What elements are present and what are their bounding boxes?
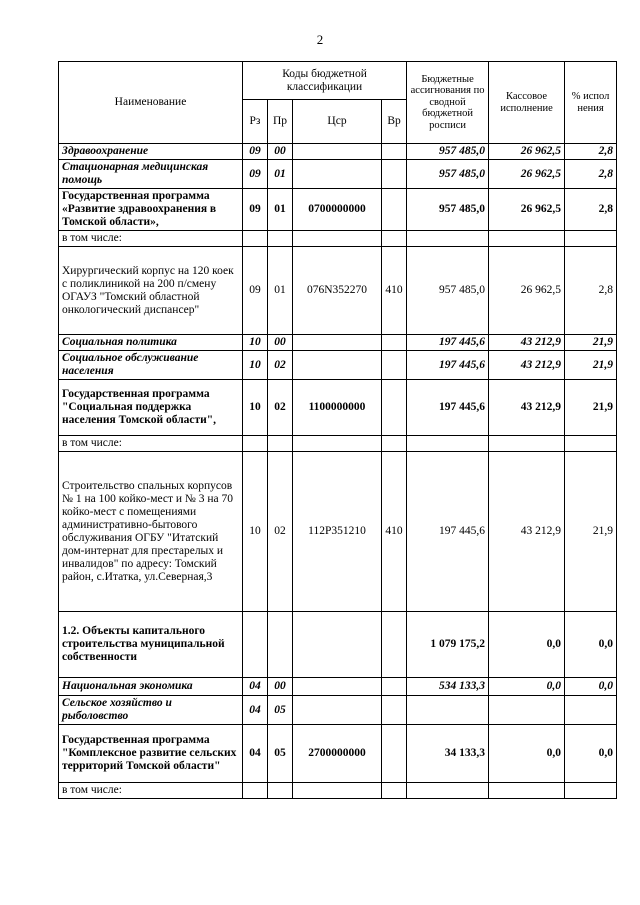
cell-name: 1.2. Объекты капитального строительства муниципальной собственности	[59, 612, 243, 678]
header-codes: Коды бюджетной классификации	[243, 62, 407, 100]
cell-csr	[293, 351, 382, 380]
cell-cash: 0,0	[489, 612, 565, 678]
cell-rz: 04	[243, 725, 268, 783]
cell-name: Хирургический корпус на 120 коек с поликлиникой на 200 п/смену ОГАУЗ "Томский областной онкологический диспансер"	[59, 247, 243, 335]
budget-table	[58, 61, 617, 799]
cell-cash	[489, 696, 565, 725]
cell-budget: 957 485,0	[407, 189, 489, 231]
cell-percent: 0,0	[565, 612, 617, 678]
cell-name: Социальное обслуживание населения	[59, 351, 243, 380]
table-row	[59, 189, 617, 231]
cell-cash: 43 212,9	[489, 452, 565, 612]
cell-percent: 0,0	[565, 725, 617, 783]
cell-name: Государственная программа "Социальная поддержка населения Томской области",	[59, 380, 243, 436]
table-row	[59, 436, 617, 452]
cell-csr	[293, 678, 382, 696]
cell-vr	[382, 189, 407, 231]
cell-vr	[382, 696, 407, 725]
cell-pr	[268, 783, 293, 799]
cell-vr	[382, 436, 407, 452]
cell-rz	[243, 231, 268, 247]
cell-rz: 04	[243, 678, 268, 696]
cell-cash: 0,0	[489, 725, 565, 783]
table-row	[59, 725, 617, 783]
cell-budget: 197 445,6	[407, 380, 489, 436]
table-row	[59, 696, 617, 725]
cell-vr: 410	[382, 247, 407, 335]
cell-cash: 43 212,9	[489, 380, 565, 436]
cell-budget: 534 133,3	[407, 678, 489, 696]
cell-percent: 2,8	[565, 144, 617, 160]
cell-budget: 1 079 175,2	[407, 612, 489, 678]
cell-budget: 197 445,6	[407, 335, 489, 351]
table-row	[59, 783, 617, 799]
cell-budget: 957 485,0	[407, 247, 489, 335]
cell-rz	[243, 612, 268, 678]
cell-vr	[382, 160, 407, 189]
table-row	[59, 452, 617, 612]
cell-name: Государственная программа «Развитие здравоохранения в Томской области»,	[59, 189, 243, 231]
cell-csr	[293, 160, 382, 189]
cell-csr	[293, 696, 382, 725]
header-cash: Кассовое исполнение	[489, 62, 565, 144]
cell-pr	[268, 436, 293, 452]
header-percent: % испол нения	[565, 62, 617, 144]
cell-name: в том числе:	[59, 783, 243, 799]
cell-pr: 02	[268, 351, 293, 380]
cell-csr: 1100000000	[293, 380, 382, 436]
cell-percent	[565, 231, 617, 247]
cell-pr	[268, 612, 293, 678]
cell-cash: 26 962,5	[489, 144, 565, 160]
cell-vr	[382, 783, 407, 799]
cell-vr	[382, 380, 407, 436]
header-csr: Цср	[293, 100, 382, 144]
cell-rz: 10	[243, 335, 268, 351]
page-number: 2	[316, 32, 324, 47]
header-pr: Пр	[268, 100, 293, 144]
cell-rz	[243, 783, 268, 799]
cell-cash: 26 962,5	[489, 189, 565, 231]
cell-pr: 00	[268, 678, 293, 696]
cell-budget: 957 485,0	[407, 144, 489, 160]
cell-name: Строительство спальных корпусов № 1 на 100 койко-мест и № 3 на 70 койко-мест с помещениями административно-бытового обслуживания ОГБУ "Итатский дом-интернат для престарелых и инвалидов" по адресу: Томский район, с.Итатка, ул.Северная,3	[59, 452, 243, 612]
cell-rz: 09	[243, 160, 268, 189]
cell-csr	[293, 231, 382, 247]
cell-pr: 01	[268, 247, 293, 335]
header-budget: Бюджетные ассигнования по сводной бюджетной росписи	[407, 62, 489, 144]
cell-rz: 04	[243, 696, 268, 725]
cell-rz: 09	[243, 247, 268, 335]
cell-rz: 10	[243, 380, 268, 436]
cell-name: Сельское хозяйство и рыболовство	[59, 696, 243, 725]
table-row	[59, 160, 617, 189]
cell-percent: 21,9	[565, 351, 617, 380]
cell-budget: 197 445,6	[407, 452, 489, 612]
cell-cash	[489, 436, 565, 452]
cell-vr	[382, 725, 407, 783]
cell-percent: 2,8	[565, 247, 617, 335]
cell-vr	[382, 335, 407, 351]
cell-percent: 0,0	[565, 678, 617, 696]
cell-csr	[293, 783, 382, 799]
cell-csr	[293, 144, 382, 160]
cell-pr: 00	[268, 144, 293, 160]
cell-csr	[293, 612, 382, 678]
cell-name: Социальная политика	[59, 335, 243, 351]
header-rz: Рз	[243, 100, 268, 144]
table-row	[59, 231, 617, 247]
cell-pr: 02	[268, 452, 293, 612]
cell-budget: 957 485,0	[407, 160, 489, 189]
cell-cash	[489, 231, 565, 247]
cell-percent: 21,9	[565, 335, 617, 351]
cell-rz	[243, 436, 268, 452]
table-row	[59, 678, 617, 696]
cell-percent	[565, 696, 617, 725]
cell-pr: 02	[268, 380, 293, 436]
cell-csr: 2700000000	[293, 725, 382, 783]
cell-vr	[382, 231, 407, 247]
cell-rz: 09	[243, 189, 268, 231]
cell-vr: 410	[382, 452, 407, 612]
cell-cash: 26 962,5	[489, 247, 565, 335]
cell-pr: 01	[268, 189, 293, 231]
cell-percent: 21,9	[565, 452, 617, 612]
cell-name: Стационарная медицинская помощь	[59, 160, 243, 189]
cell-csr	[293, 335, 382, 351]
header-vr: Вр	[382, 100, 407, 144]
cell-rz: 10	[243, 351, 268, 380]
cell-csr: 076N352270	[293, 247, 382, 335]
cell-name: в том числе:	[59, 436, 243, 452]
cell-pr: 00	[268, 335, 293, 351]
cell-cash: 43 212,9	[489, 351, 565, 380]
cell-vr	[382, 351, 407, 380]
cell-budget: 197 445,6	[407, 351, 489, 380]
cell-pr	[268, 231, 293, 247]
cell-csr: 0700000000	[293, 189, 382, 231]
cell-budget: 34 133,3	[407, 725, 489, 783]
cell-budget	[407, 783, 489, 799]
table-body	[59, 144, 617, 799]
cell-budget	[407, 696, 489, 725]
cell-rz: 09	[243, 144, 268, 160]
cell-cash: 0,0	[489, 678, 565, 696]
cell-name: в том числе:	[59, 231, 243, 247]
table-row	[59, 351, 617, 380]
cell-pr: 01	[268, 160, 293, 189]
cell-vr	[382, 612, 407, 678]
cell-percent: 2,8	[565, 160, 617, 189]
cell-name: Здравоохранение	[59, 144, 243, 160]
table-row	[59, 144, 617, 160]
cell-name: Государственная программа "Комплексное развитие сельских территорий Томской области"	[59, 725, 243, 783]
table-row	[59, 247, 617, 335]
cell-budget	[407, 436, 489, 452]
cell-percent: 2,8	[565, 189, 617, 231]
cell-csr: 112P351210	[293, 452, 382, 612]
cell-vr	[382, 144, 407, 160]
cell-pr: 05	[268, 725, 293, 783]
cell-percent	[565, 436, 617, 452]
cell-percent: 21,9	[565, 380, 617, 436]
cell-cash	[489, 783, 565, 799]
cell-name: Национальная экономика	[59, 678, 243, 696]
cell-rz: 10	[243, 452, 268, 612]
cell-cash: 43 212,9	[489, 335, 565, 351]
cell-vr	[382, 678, 407, 696]
cell-percent	[565, 783, 617, 799]
header-name: Наименование	[59, 62, 243, 144]
cell-pr: 05	[268, 696, 293, 725]
table-row	[59, 380, 617, 436]
cell-cash: 26 962,5	[489, 160, 565, 189]
table-row	[59, 612, 617, 678]
cell-csr	[293, 436, 382, 452]
cell-budget	[407, 231, 489, 247]
table-row	[59, 335, 617, 351]
